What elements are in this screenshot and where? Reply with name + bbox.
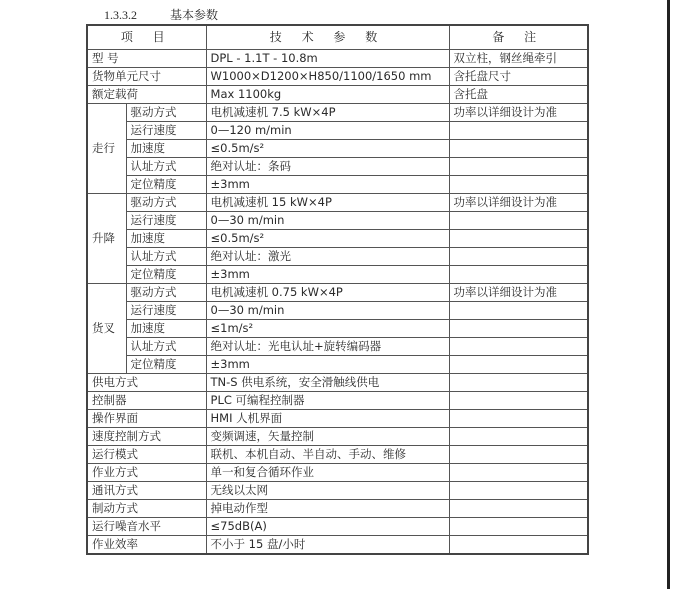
- parameter-table: [86, 24, 589, 555]
- spec-cell: ±3mm: [206, 176, 449, 194]
- note-cell: [449, 464, 588, 482]
- scan-edge-line: [667, 0, 670, 589]
- note-cell: 功率以详细设计为准: [449, 194, 588, 212]
- spec-cell: 0—30 m/min: [206, 212, 449, 230]
- note-cell: [449, 122, 588, 140]
- table-row: [87, 302, 588, 320]
- section-number: 1.3.3.2: [104, 8, 137, 22]
- sub-item-cell: 驱动方式: [126, 194, 206, 212]
- spec-cell: Max 1100kg: [206, 86, 449, 104]
- spec-cell: 绝对认址：条码: [206, 158, 449, 176]
- group-label-cell: 货叉: [87, 284, 126, 374]
- header-item: 项 目: [87, 25, 206, 50]
- table-row: [87, 500, 588, 518]
- spec-cell: 0—30 m/min: [206, 302, 449, 320]
- note-cell: 功率以详细设计为准: [449, 284, 588, 302]
- note-cell: [449, 266, 588, 284]
- spec-cell: 无线以太网: [206, 482, 449, 500]
- note-cell: [449, 176, 588, 194]
- item-cell: 运行噪音水平: [87, 518, 206, 536]
- sub-item-cell: 认址方式: [126, 248, 206, 266]
- item-cell: 货物单元尺寸: [87, 68, 206, 86]
- spec-cell: 0—120 m/min: [206, 122, 449, 140]
- table-row: [87, 284, 588, 302]
- item-cell: 作业效率: [87, 536, 206, 555]
- table-row: [87, 536, 588, 555]
- item-cell: 制动方式: [87, 500, 206, 518]
- table-row: [87, 230, 588, 248]
- sub-item-cell: 加速度: [126, 230, 206, 248]
- spec-cell: ±3mm: [206, 356, 449, 374]
- note-cell: [449, 428, 588, 446]
- sub-item-cell: 运行速度: [126, 302, 206, 320]
- table-row: [87, 464, 588, 482]
- note-cell: 双立柱，钢丝绳牵引: [449, 50, 588, 68]
- spec-cell: 绝对认址：光电认址+旋转编码器: [206, 338, 449, 356]
- item-cell: 通讯方式: [87, 482, 206, 500]
- spec-cell: ≤0.5m/s²: [206, 140, 449, 158]
- note-cell: [449, 518, 588, 536]
- spec-cell: 变频调速，矢量控制: [206, 428, 449, 446]
- item-cell: 控制器: [87, 392, 206, 410]
- note-cell: 含托盘尺寸: [449, 68, 588, 86]
- header-spec: 技 术 参 数: [206, 25, 449, 50]
- spec-cell: PLC 可编程控制器: [206, 392, 449, 410]
- item-cell: 作业方式: [87, 464, 206, 482]
- table-row: [87, 410, 588, 428]
- table-row: [87, 86, 588, 104]
- spec-cell: 绝对认址：激光: [206, 248, 449, 266]
- sub-item-cell: 认址方式: [126, 158, 206, 176]
- note-cell: [449, 302, 588, 320]
- note-cell: [449, 500, 588, 518]
- table-row: [87, 68, 588, 86]
- header-note: 备 注: [449, 25, 588, 50]
- note-cell: [449, 356, 588, 374]
- table-row: [87, 428, 588, 446]
- table-row: [87, 50, 588, 68]
- sub-item-cell: 定位精度: [126, 176, 206, 194]
- item-cell: 运行模式: [87, 446, 206, 464]
- table-row: [87, 482, 588, 500]
- sub-item-cell: 定位精度: [126, 356, 206, 374]
- note-cell: [449, 374, 588, 392]
- table-row: [87, 446, 588, 464]
- table-row: [87, 266, 588, 284]
- note-cell: [449, 230, 588, 248]
- table-row: [87, 518, 588, 536]
- table-row: [87, 338, 588, 356]
- note-cell: 功率以详细设计为准: [449, 104, 588, 122]
- spec-cell: HMI 人机界面: [206, 410, 449, 428]
- item-cell: 操作界面: [87, 410, 206, 428]
- sub-item-cell: 定位精度: [126, 266, 206, 284]
- table-row: [87, 356, 588, 374]
- table-row: [87, 104, 588, 122]
- sub-item-cell: 加速度: [126, 320, 206, 338]
- table-row: [87, 176, 588, 194]
- item-cell: 供电方式: [87, 374, 206, 392]
- spec-cell: ≤1m/s²: [206, 320, 449, 338]
- note-cell: [449, 338, 588, 356]
- sub-item-cell: 加速度: [126, 140, 206, 158]
- note-cell: [449, 482, 588, 500]
- note-cell: 含托盘: [449, 86, 588, 104]
- spec-cell: 单一和复合循环作业: [206, 464, 449, 482]
- sub-item-cell: 认址方式: [126, 338, 206, 356]
- spec-cell: 不小于 15 盘/小时: [206, 536, 449, 555]
- table-row: [87, 248, 588, 266]
- section-title: 基本参数: [170, 8, 219, 22]
- spec-cell: ±3mm: [206, 266, 449, 284]
- sub-item-cell: 驱动方式: [126, 284, 206, 302]
- spec-cell: ≤75dB(A): [206, 518, 449, 536]
- sub-item-cell: 运行速度: [126, 122, 206, 140]
- table-row: [87, 392, 588, 410]
- note-cell: [449, 158, 588, 176]
- spec-cell: ≤0.5m/s²: [206, 230, 449, 248]
- sub-item-cell: 驱动方式: [126, 104, 206, 122]
- table-header-row: [87, 25, 588, 50]
- item-cell: 型 号: [87, 50, 206, 68]
- spec-cell: 电机减速机 15 kW×4P: [206, 194, 449, 212]
- spec-cell: W1000×D1200×H850/1100/1650 mm: [206, 68, 449, 86]
- table-row: [87, 140, 588, 158]
- table-row: [87, 194, 588, 212]
- table-row: [87, 212, 588, 230]
- spec-cell: TN-S 供电系统，安全滑触线供电: [206, 374, 449, 392]
- note-cell: [449, 140, 588, 158]
- spec-cell: 联机、本机自动、半自动、手动、维修: [206, 446, 449, 464]
- spec-cell: 电机减速机 7.5 kW×4P: [206, 104, 449, 122]
- table-row: [87, 122, 588, 140]
- table-row: [87, 320, 588, 338]
- item-cell: 额定载荷: [87, 86, 206, 104]
- spec-cell: 电机减速机 0.75 kW×4P: [206, 284, 449, 302]
- note-cell: [449, 320, 588, 338]
- note-cell: [449, 248, 588, 266]
- note-cell: [449, 536, 588, 555]
- note-cell: [449, 212, 588, 230]
- note-cell: [449, 410, 588, 428]
- note-cell: [449, 392, 588, 410]
- note-cell: [449, 446, 588, 464]
- spec-cell: 掉电动作型: [206, 500, 449, 518]
- table-row: [87, 158, 588, 176]
- item-cell: 速度控制方式: [87, 428, 206, 446]
- section-heading: [104, 6, 218, 23]
- table-row: [87, 374, 588, 392]
- group-label-cell: 走行: [87, 104, 126, 194]
- spec-cell: DPL - 1.1T - 10.8m: [206, 50, 449, 68]
- sub-item-cell: 运行速度: [126, 212, 206, 230]
- group-label-cell: 升降: [87, 194, 126, 284]
